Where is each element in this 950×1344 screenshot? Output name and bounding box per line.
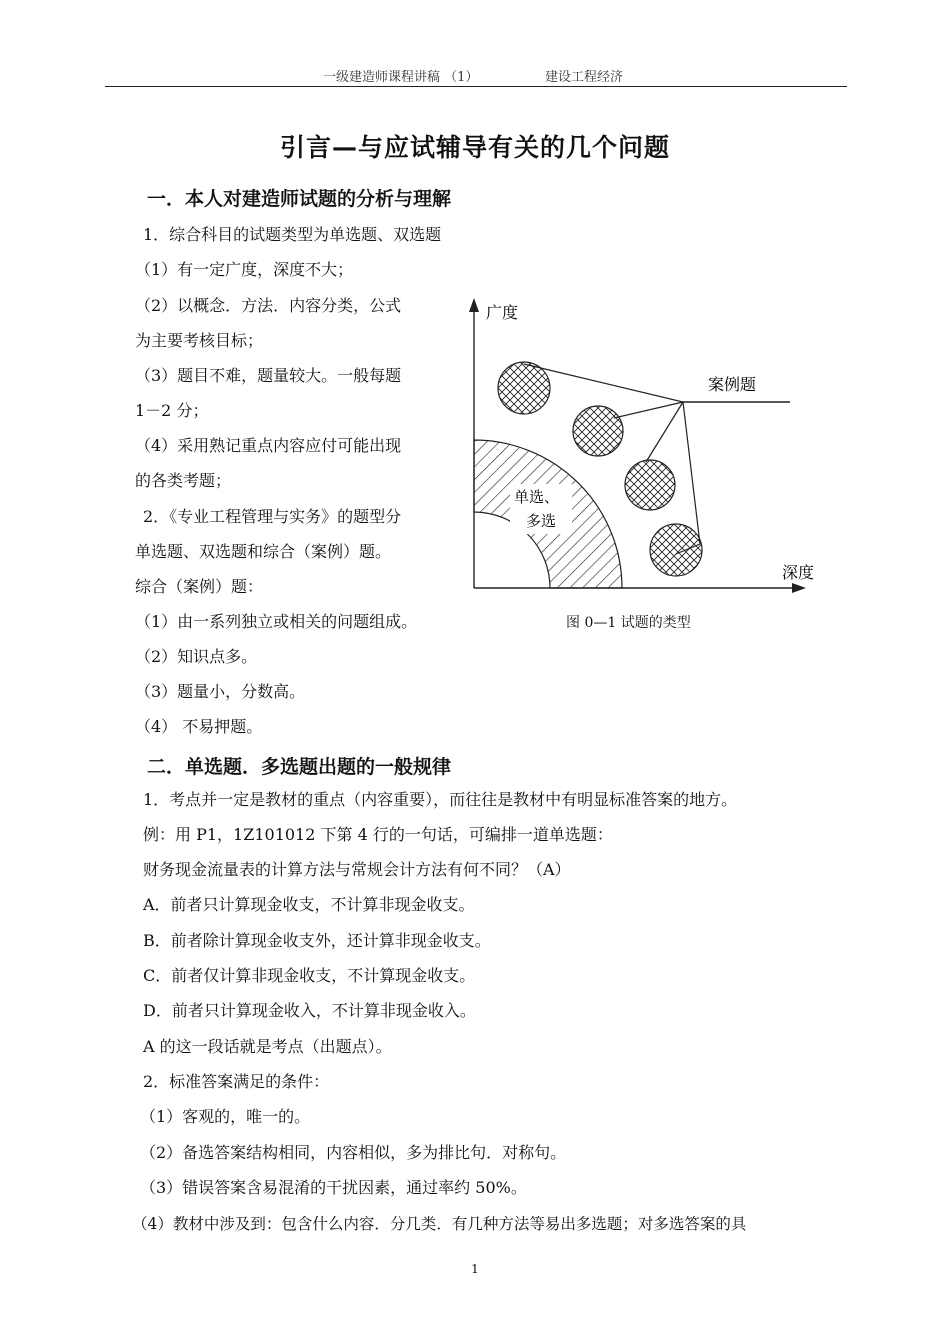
case-circle-4 <box>650 524 702 576</box>
s2-line-2: 财务现金流量表的计算方法与常规会计方法有何不同？（A） <box>143 860 571 879</box>
s1-line-9: 单选题、双选题和综合（案例）题。 <box>135 542 392 561</box>
case-line-2 <box>614 402 683 418</box>
region-label-2: 多选 <box>526 512 557 530</box>
document-title: 引言—与应试辅导有关的几个问题 <box>279 133 670 162</box>
question-type-diagram <box>458 292 828 608</box>
s2-line-9: （1）客观的，唯一的。 <box>140 1107 311 1126</box>
s2-line-4: B．前者除计算现金收支外，还计算非现金收支。 <box>143 931 491 950</box>
s1-line-7: 的各类考题； <box>135 471 232 490</box>
s2-line-8: 2．标准答案满足的条件： <box>143 1072 330 1091</box>
s1-line-11: （1）由一系列独立或相关的问题组成。 <box>135 612 418 631</box>
s1-line-14: （4） 不易押题。 <box>135 717 263 736</box>
region-label-1: 单选、 <box>514 488 560 506</box>
s2-line-1: 例：用 P1，1Z101012 下第 4 行的一句话，可编排一道单选题： <box>143 825 613 844</box>
case-circle-3 <box>625 460 675 510</box>
s2-line-6: D．前者只计算现金收入，不计算非现金收入。 <box>143 1001 476 1020</box>
figure-caption: 图 0—1 试题的类型 <box>566 615 691 631</box>
s1-line-5: 1－2 分； <box>135 401 209 420</box>
x-axis-label: 深度 <box>782 563 815 582</box>
s1-line-8: 2．《专业工程管理与实务》的题型分 <box>143 507 402 526</box>
s1-line-4: （3）题目不难，题量较大。一般每题 <box>135 366 402 385</box>
header-course-title: 一级建造师课程讲稿 （1） <box>323 70 479 85</box>
case-circle-1 <box>498 362 550 414</box>
s1-line-3: 为主要考核目标； <box>135 331 264 350</box>
s1-line-1: （1）有一定广度，深度不大； <box>135 260 354 279</box>
s1-line-2: （2）以概念．方法．内容分类，公式 <box>135 296 402 315</box>
page-number: 1 <box>471 1262 479 1276</box>
s2-line-12: （4）教材中涉及到：包含什么内容．分几类．有几种方法等易出多选题；对多选答案的具 <box>132 1215 747 1233</box>
section-2-heading: 二．单选题．多选题出题的一般规律 <box>147 756 452 778</box>
y-axis-arrow <box>469 298 479 312</box>
s1-line-13: （3）题量小，分数高。 <box>135 682 306 701</box>
s2-line-0: 1．考点并一定是教材的重点（内容重要），而往往是教材中有明显标准答案的地方。 <box>143 790 738 809</box>
s2-line-7: A 的这一段话就是考点（出题点）。 <box>143 1037 392 1056</box>
s1-line-0: 1．综合科目的试题类型为单选题、双选题 <box>143 225 442 244</box>
s1-line-12: （2）知识点多。 <box>135 647 258 666</box>
s2-line-10: （2）备选答案结构相同，内容相似，多为排比句．对称句。 <box>140 1143 567 1162</box>
x-axis-arrow <box>792 583 806 593</box>
page-header <box>105 66 847 87</box>
y-axis-label: 广度 <box>486 303 519 322</box>
case-circle-2 <box>573 406 623 456</box>
header-subject: 建设工程经济 <box>545 70 624 85</box>
case-line-3 <box>646 402 683 462</box>
s1-line-6: （4）采用熟记重点内容应付可能出现 <box>135 436 402 455</box>
s2-line-5: C．前者仅计算非现金收支，不计算现金收支。 <box>143 966 476 985</box>
s1-line-10: 综合（案例）题： <box>135 577 264 596</box>
case-label: 案例题 <box>708 375 757 394</box>
s2-line-3: A．前者只计算现金收支，不计算非现金收支。 <box>143 895 475 914</box>
section-1-heading: 一．本人对建造师试题的分析与理解 <box>147 188 452 210</box>
s2-line-11: （3）错误答案含易混淆的干扰因素，通过率约 50%。 <box>140 1178 527 1197</box>
